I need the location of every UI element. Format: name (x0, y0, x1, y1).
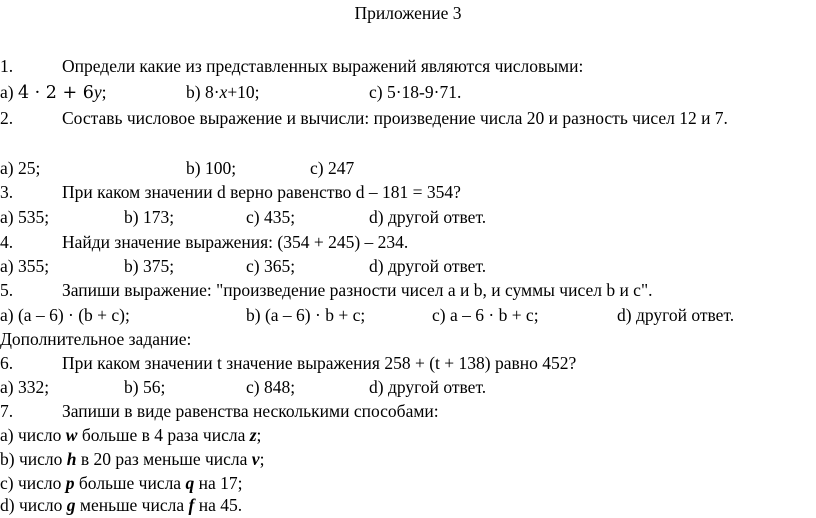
equation-item-d: d) число g меньше числа f на 45. (0, 495, 243, 515)
answer-option-c: c) a – 6 · b + c; (432, 305, 539, 325)
extra-task-label: Дополнительное задание: (0, 329, 192, 349)
answers-3 (0, 206, 816, 228)
answer-option-c: c) 5·18-9·71. (369, 82, 462, 102)
question-text: Определи какие из представленных выражений являются числовыми: (62, 56, 584, 76)
question-text: Запиши выражение: "произведение разности чисел a и b, и суммы чисел b и c". (62, 280, 653, 300)
question-text: При каком значении d верно равенство d – 181 = 354? (62, 182, 461, 202)
answer-option-a: a) (a – 6) · (b + c); (0, 305, 130, 325)
question-number: 6. (0, 353, 14, 373)
page-title: Приложение 3 (354, 3, 462, 23)
question-number: 5. (0, 280, 14, 300)
answers-1 (0, 81, 816, 103)
question-text: При каком значении t значение выражения 258 + (t + 138) равно 452? (62, 353, 577, 373)
answer-option-d: d) другой ответ. (369, 207, 487, 227)
answer-option-a: a) 355; (0, 256, 50, 276)
question-number: 4. (0, 232, 14, 252)
answer-option-b: b) 100; (186, 158, 237, 178)
answer-option-b: b) 56; (124, 377, 166, 397)
answer-option-d: d) другой ответ. (617, 305, 735, 325)
question-3 (0, 181, 816, 203)
answer-option-a: a) 4 · 2 + 6y; (0, 82, 107, 103)
answer-option-d: d) другой ответ. (369, 256, 487, 276)
answer-option-a: a) 332; (0, 377, 50, 397)
answer-option-a: a) 25; (0, 158, 41, 178)
answers-6 (0, 376, 816, 398)
question-text: Найди значение выражения: (354 + 245) – 234. (62, 232, 409, 252)
equation-item-a: a) число w больше в 4 раза числа z; (0, 425, 262, 445)
answer-option-c: c) 848; (246, 377, 296, 397)
answer-option-c: c) 435; (246, 207, 296, 227)
answers-4 (0, 255, 816, 277)
answer-option-c: c) 247 (310, 158, 355, 178)
question-number: 2. (0, 108, 14, 128)
question-7 (0, 400, 816, 422)
answer-option-b: b) 375; (124, 256, 175, 276)
question-1 (0, 55, 816, 77)
question-2 (0, 106, 816, 130)
answers-2 (0, 157, 816, 179)
answer-option-c: c) 365; (246, 256, 296, 276)
answer-option-b: b) 8·x+10; (186, 82, 260, 102)
answers-5 (0, 304, 816, 326)
question-6 (0, 352, 816, 374)
question-4 (0, 231, 816, 253)
question-number: 7. (0, 401, 14, 421)
equation-item-b: b) число h в 20 раз меньше числа v; (0, 449, 265, 469)
question-number: 1. (0, 56, 14, 76)
question-5 (0, 279, 816, 301)
answer-option-b: b) 173; (124, 207, 175, 227)
question-text: Запиши в виде равенства несколькими способами: (62, 401, 439, 421)
question-number: 3. (0, 182, 14, 202)
answer-option-a: a) 535; (0, 207, 50, 227)
answer-option-d: d) другой ответ. (369, 377, 487, 397)
equation-item-c: c) число p больше числа q на 17; (0, 473, 243, 493)
answer-option-b: b) (a – 6) · b + c; (246, 305, 366, 325)
question-text: Составь числовое выражение и вычисли: произведение числа 20 и разность чисел 12 и 7. (62, 108, 728, 128)
